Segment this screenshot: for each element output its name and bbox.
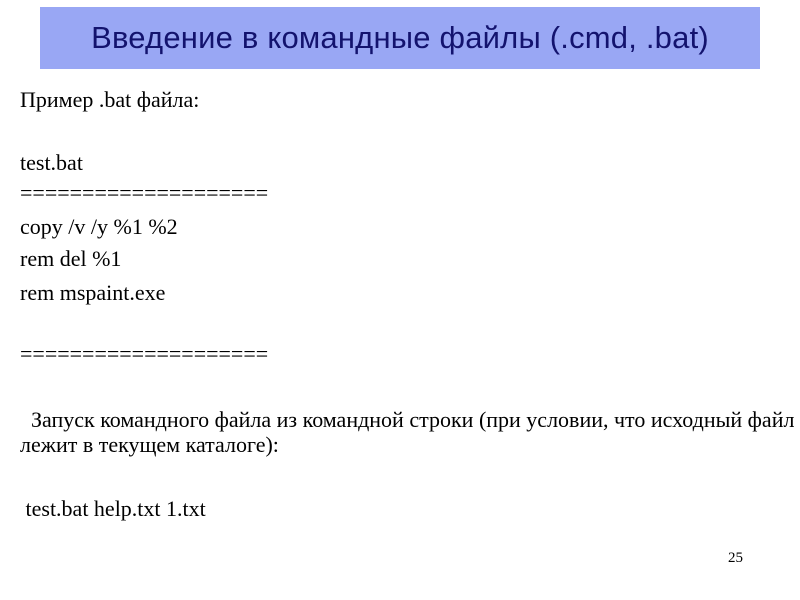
code-line-rem-del: rem del %1	[20, 246, 122, 271]
command-example: test.bat help.txt 1.txt	[20, 496, 206, 521]
separator-line-bottom: ====================	[20, 341, 269, 366]
code-line-copy: copy /v /y %1 %2	[20, 214, 178, 239]
separator-line-top: ====================	[20, 180, 269, 205]
title-bar	[40, 7, 760, 69]
file-name-line: test.bat	[20, 150, 83, 175]
page-number: 25	[728, 550, 743, 566]
code-line-rem-mspaint: rem mspaint.exe	[20, 280, 166, 305]
launch-description: Запуск командного файла из командной строки (при условии, что исходный файл лежит в текущем каталоге):	[20, 407, 800, 457]
example-heading: Пример .bat файла:	[20, 87, 200, 112]
slide-title: Введение в командные файлы (.cmd, .bat)	[91, 20, 709, 55]
